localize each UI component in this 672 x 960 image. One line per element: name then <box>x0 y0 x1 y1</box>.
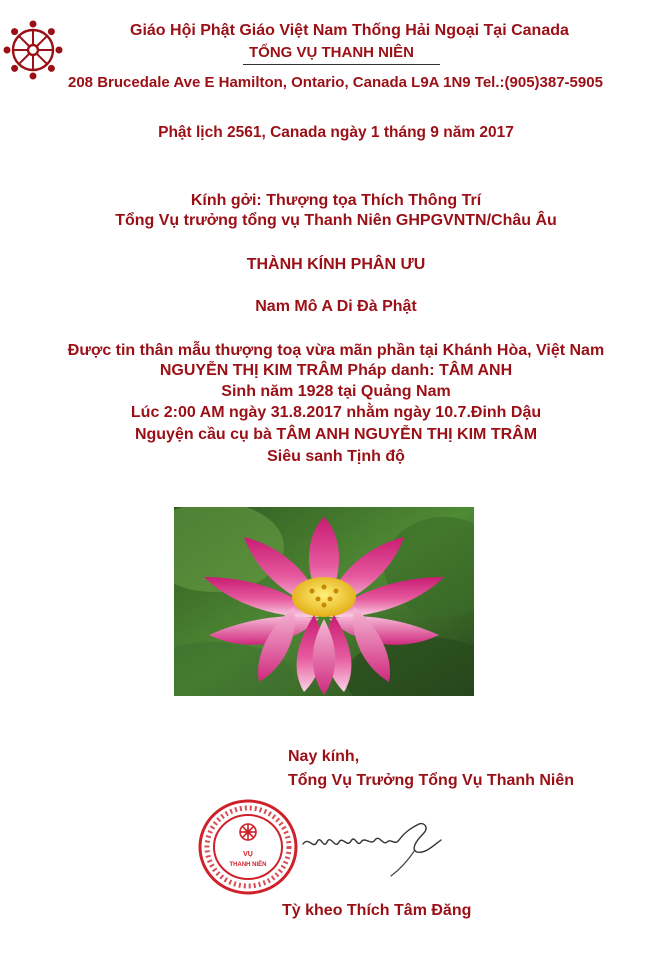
greeting-line: Nam Mô A Di Đà Phật <box>255 298 417 315</box>
recipient-line-1: Kính gởi: Thượng tọa Thích Thông Trí <box>190 192 482 209</box>
body-line: Nguyện cầu cụ bà TÂM ANH NGUYỄN THỊ KIM TRÂM <box>134 426 538 443</box>
lotus-flower-image <box>174 507 474 696</box>
closing-line-1: Nay kính, <box>288 748 360 765</box>
signer-name: Tỳ kheo Thích Tâm Đăng <box>282 902 472 919</box>
header-divider <box>243 64 440 65</box>
body-line: Sinh năm 1928 tại Quảng Nam <box>221 383 451 400</box>
letter-heading: THÀNH KÍNH PHÂN ƯU <box>246 256 426 273</box>
address-line: 208 Brucedale Ave E Hamilton, Ontario, Canada L9A 1N9 Tel.:(905)387-5905 <box>68 74 603 91</box>
recipient-line-2: Tổng Vụ trưởng tổng vụ Thanh Niên GHPGVNTN/Châu Âu <box>115 212 557 229</box>
closing-line-2: Tổng Vụ Trưởng Tổng Vụ Thanh Niên <box>288 772 575 789</box>
seal-text-2: THANH NIÊN <box>229 862 267 868</box>
official-seal-stamp <box>196 796 300 898</box>
body-line: NGUYỄN THỊ KIM TRÂM Pháp danh: TÂM ANH <box>159 362 513 379</box>
department-name: TỔNG VỤ THANH NIÊN <box>249 44 414 61</box>
handwritten-signature <box>295 810 455 880</box>
dharma-wheel-logo <box>3 20 63 80</box>
body-line: Siêu sanh Tịnh độ <box>267 448 405 465</box>
date-line: Phật lịch 2561, Canada ngày 1 tháng 9 năm 2017 <box>158 124 514 141</box>
organization-name: Giáo Hội Phật Giáo Việt Nam Thống Hải Ngoại Tại Canada <box>130 22 569 39</box>
seal-text-1: VỤ <box>243 851 253 858</box>
body-line: Lúc 2:00 AM ngày 31.8.2017 nhằm ngày 10.7.Đinh Dậu <box>130 404 542 421</box>
body-line: Được tin thân mẫu thượng toạ vừa mãn phần tại Khánh Hòa, Việt Nam <box>67 342 605 359</box>
